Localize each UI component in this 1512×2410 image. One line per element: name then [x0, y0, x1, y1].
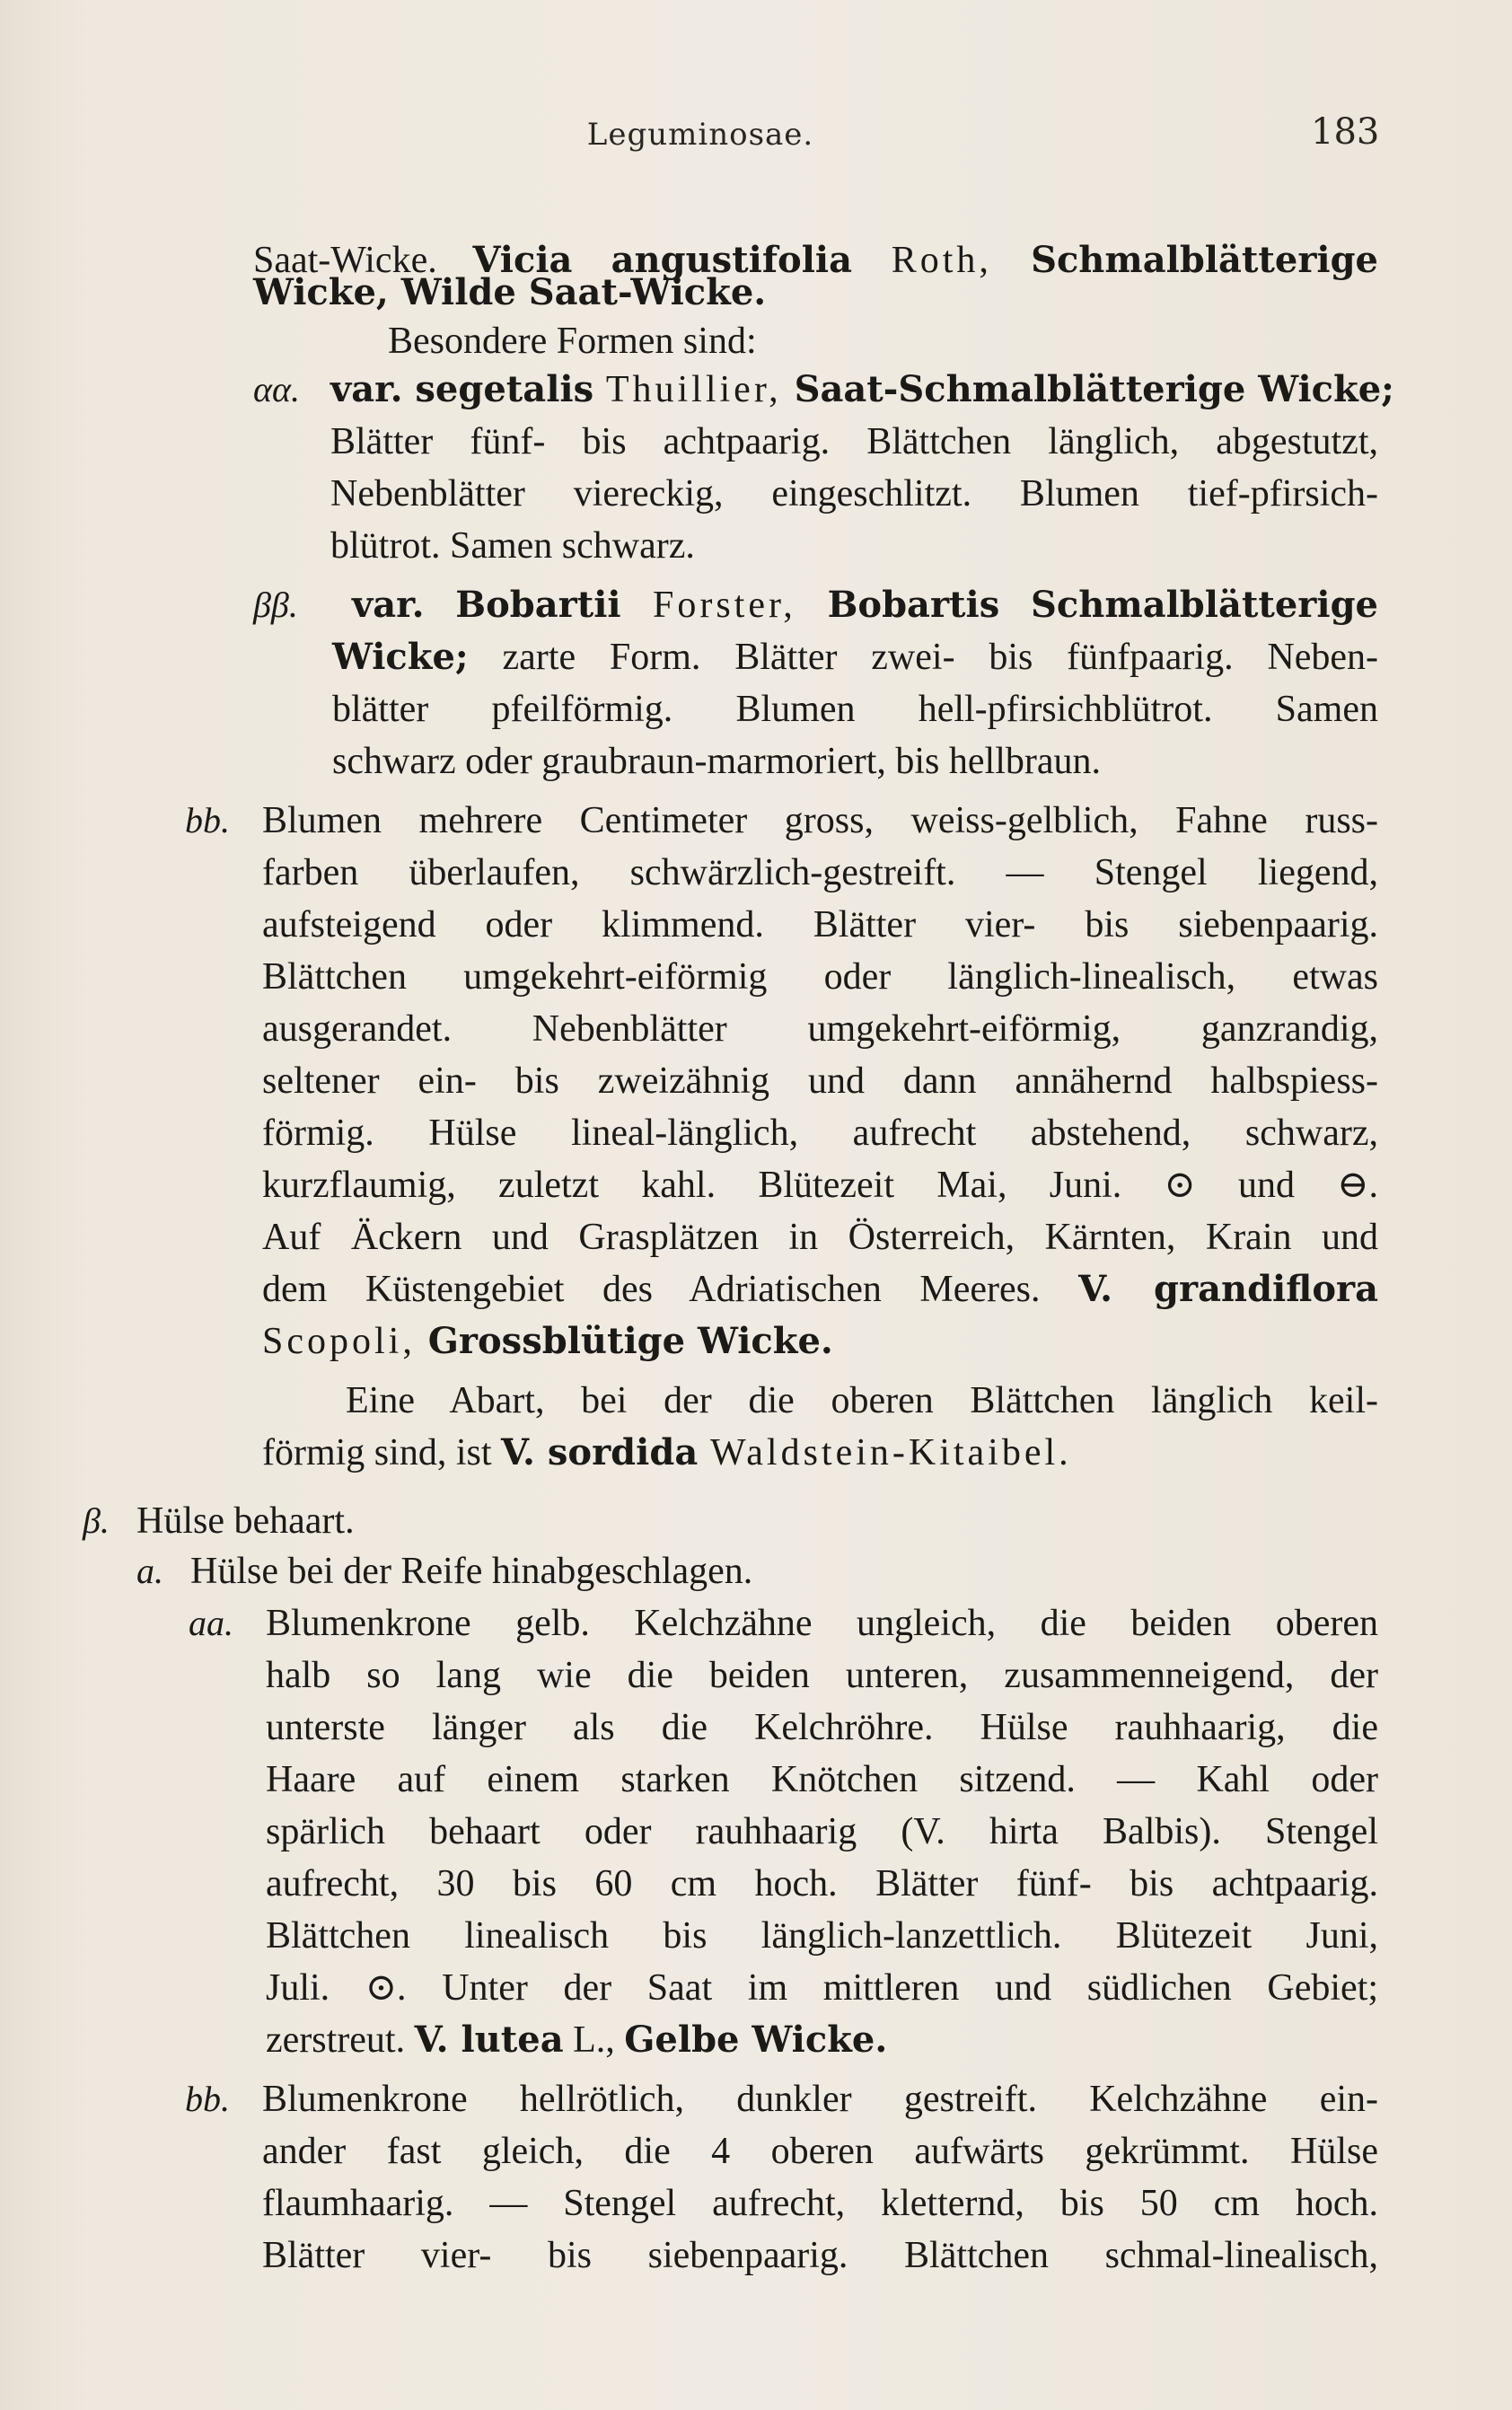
- text-line: [266, 1965, 1378, 2011]
- text-line: [266, 2017, 979, 2063]
- bold-taxon-name: Saat-Schmalblätterige Wicke;: [781, 368, 1394, 410]
- text-line: [266, 1860, 1378, 1907]
- text-line: [253, 269, 772, 316]
- text-line: [262, 849, 1378, 896]
- author-name: Thuillier,: [593, 369, 782, 410]
- text-line: [262, 1266, 1378, 1313]
- text-segment: Hülse behaart.: [136, 1500, 355, 1542]
- text-line: [262, 1110, 1378, 1157]
- text-line: [266, 1808, 1378, 1855]
- list-marker: aa.: [189, 1603, 233, 1643]
- text-segment: Besondere Formen sind:: [388, 321, 757, 362]
- bold-taxon-name: var. segetalis: [330, 368, 594, 410]
- text-segment: blätter pfeilförmig. Blumen hell-pfirsichblütrot. Samen: [332, 689, 1378, 730]
- bold-taxon-name: Grossblütige Wicke.: [415, 1320, 833, 1362]
- text-segment: Blättchen umgekehrt-eiförmig oder länglich-linealisch, etwas: [262, 956, 1378, 998]
- text-segment: blütrot. Samen schwarz.: [330, 525, 695, 567]
- text-segment: Eine Abart, bei der die oberen Blättchen länglich keil-: [346, 1380, 1378, 1421]
- text-line: [330, 471, 1378, 517]
- text-line: [330, 523, 781, 569]
- text-segment: flaumhaarig. — Stengel aufrecht, kletternd, bis 50 cm hoch.: [262, 2183, 1378, 2224]
- text-line: [262, 1214, 1378, 1261]
- list-marker: αα.: [253, 369, 300, 409]
- text-segment: Blättchen linealisch bis länglich-lanzettlich. Blütezeit Juni,: [266, 1915, 1378, 1957]
- text-segment: unterste länger als die Kelchröhre. Hülse rauhhaarig, die: [266, 1707, 1378, 1748]
- text-segment: Hülse bei der Reife hinabgeschlagen.: [190, 1551, 753, 1592]
- author-name: Scopoli,: [262, 1321, 416, 1362]
- bold-taxon-name: Bobartis Schmalblätterige: [796, 584, 1378, 626]
- list-marker: bb.: [185, 800, 230, 840]
- text-segment: Haare auf einem starken Knötchen sitzend. — Kahl oder: [266, 1759, 1378, 1800]
- text-line: [266, 1652, 1378, 1699]
- text-line: [262, 1429, 1194, 1476]
- text-line: [330, 418, 1378, 465]
- text-segment: ausgerandet. Nebenblätter umgekehrt-eiförmig, ganzrandig,: [262, 1008, 1378, 1050]
- text-line: [330, 366, 1394, 413]
- text-line: [262, 954, 1378, 1000]
- text-segment: Nebenblätter viereckig, eingeschlitzt. Blumen tief-pfirsich-: [330, 473, 1378, 515]
- list-marker: bb.: [185, 2079, 230, 2119]
- author-name: Waldstein-Kitaibel.: [698, 1432, 1072, 1473]
- text-line: [266, 1913, 1378, 1959]
- text-line: [266, 1704, 1378, 1751]
- bold-taxon-name: Wicke, Wilde Saat-Wicke.: [253, 271, 767, 313]
- text-line: [352, 582, 1378, 629]
- text-segment: Auf Äckern und Grasplätzen in Österreich, Kärnten, Krain und: [262, 1217, 1378, 1258]
- list-marker: β.: [83, 1500, 110, 1541]
- text-line: [332, 738, 1248, 785]
- text-segment: aufsteigend oder klimmend. Blätter vier- bis siebenpaarig.: [262, 904, 1378, 946]
- text-line: [262, 2128, 1378, 2175]
- bold-taxon-name: V. sordida: [501, 1431, 699, 1473]
- text-segment: zarte Form. Blätter zwei- bis fünfpaarig. Neben-: [468, 637, 1378, 678]
- text-segment: Saat-Wicke.: [253, 240, 473, 281]
- text-line: [262, 2076, 1378, 2123]
- text-segment: förmig. Hülse lineal-länglich, aufrecht abstehend, schwarz,: [262, 1113, 1378, 1154]
- text-segment: zerstreut.: [266, 2019, 415, 2061]
- text-line: [266, 1600, 1378, 1647]
- text-segment: förmig sind, ist: [262, 1432, 502, 1473]
- bold-taxon-name: var. Bobartii: [352, 584, 621, 626]
- text-line: [346, 1377, 1378, 1424]
- text-line: [262, 2232, 1378, 2279]
- text-segment: kurzflaumig, zuletzt kahl. Blütezeit Mai, Juni. ⊙ und ⊖.: [262, 1165, 1378, 1206]
- text-line: [136, 1498, 395, 1544]
- text-segment: aufrecht, 30 bis 60 cm hoch. Blätter fünf- bis achtpaarig.: [266, 1863, 1378, 1904]
- text-segment: seltener ein- bis zweizähnig und dann annähernd halbspiess-: [262, 1060, 1378, 1102]
- text-segment: dem Küstengebiet des Adriatischen Meeres.: [262, 1269, 1079, 1310]
- bold-taxon-name: Wicke;: [332, 636, 469, 678]
- text-line: [262, 1162, 1378, 1209]
- author-name: Roth,: [852, 240, 992, 281]
- text-segment: schwarz oder graubraun-marmoriert, bis hellbraun.: [332, 741, 1101, 782]
- text-segment: spärlich behaart oder rauhhaarig (V. hirta Balbis). Stengel: [266, 1811, 1378, 1852]
- text-line: [190, 1548, 862, 1595]
- text-segment: halb so lang wie die beiden unteren, zusammenneigend, der: [266, 1655, 1378, 1696]
- bold-taxon-name: V. grandiflora: [1078, 1268, 1379, 1310]
- text-segment: Blumen mehrere Centimeter gross, weiss-gelblich, Fahne russ-: [262, 800, 1378, 841]
- page-number: 183: [1311, 111, 1380, 153]
- text-line: [262, 1318, 853, 1365]
- text-line: [332, 634, 1378, 681]
- text-line: [262, 1006, 1378, 1052]
- text-line: [332, 686, 1378, 733]
- list-marker: a.: [136, 1551, 163, 1591]
- text-line: [388, 318, 844, 365]
- bold-taxon-name: Gelbe Wicke.: [624, 2019, 888, 2061]
- bold-taxon-name: Schmalblätterige: [991, 239, 1378, 281]
- text-line: [262, 797, 1378, 844]
- text-segment: farben überlaufen, schwärzlich-gestreift. — Stengel liegend,: [262, 852, 1378, 893]
- running-header: Leguminosae.: [586, 117, 814, 153]
- bold-taxon-name: Vicia angustifolia: [472, 239, 853, 281]
- text-segment: L.,: [563, 2019, 625, 2061]
- text-segment: ander fast gleich, die 4 oberen aufwärts gekrümmt. Hülse: [262, 2131, 1378, 2172]
- text-segment: Blätter vier- bis siebenpaarig. Blättchen schmal-linealisch,: [262, 2235, 1378, 2276]
- author-name: Forster,: [620, 585, 796, 626]
- text-segment: Blumenkrone gelb. Kelchzähne ungleich, die beiden oberen: [266, 1603, 1378, 1644]
- text-line: [262, 902, 1378, 948]
- list-marker: ββ.: [253, 585, 298, 625]
- text-line: [266, 1756, 1378, 1803]
- bold-taxon-name: V. lutea: [414, 2019, 564, 2061]
- text-segment: Blätter fünf- bis achtpaarig. Blättchen länglich, abgestutzt,: [330, 421, 1378, 462]
- text-line: [262, 2180, 1378, 2227]
- text-segment: Juli. ⊙. Unter der Saat im mittleren und südlichen Gebiet;: [266, 1967, 1378, 2009]
- text-line: [262, 1058, 1378, 1104]
- text-segment: Blumenkrone hellrötlich, dunkler gestreift. Kelchzähne ein-: [262, 2079, 1378, 2120]
